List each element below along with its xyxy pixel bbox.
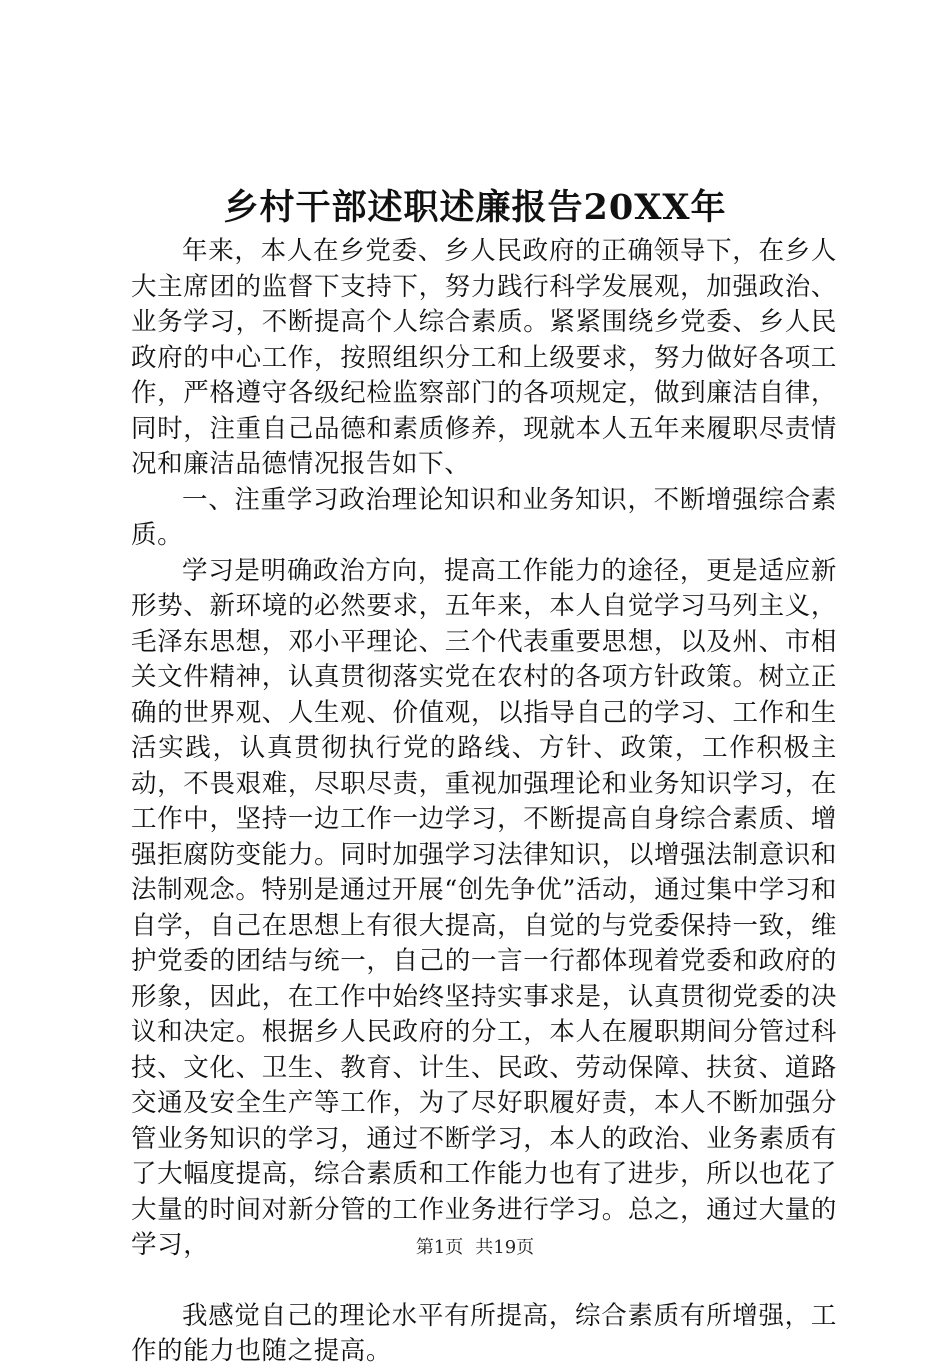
- page-total: 共19页: [475, 1237, 535, 1258]
- section-heading-1: 一、注重学习政治理论知识和业务知识，不断增强综合素质。: [131, 484, 837, 550]
- document-body: [131, 234, 837, 1370]
- conclusion-paragraph: 我感觉自己的理论水平有所提高，综合素质有所增强，工作的能力也随之提高。: [131, 1300, 837, 1366]
- study-paragraph: 学习是明确政治方向，提高工作能力的途径，更是适应新形势、新环境的必然要求，五年来，本人自觉学习马列主义，毛泽东思想，邓小平理论、三个代表重要思想，以及州、市相关文件精神，认真贯彻落实党在农村的各项方针政策。树立正确的世界观、人生观、价值观，以指导自己的学习、工作和生活实践，认真贯彻执行党的路线、方针、政策，工作积极主动，不畏艰难，尽职尽责，重视加强理论和业务知识学习，在工作中，坚持一边工作一边学习，不断提高自身综合素质、增强拒腐防变能力。同时加强学习法律知识，以增强法制意识和法制观念。特别是通过开展“创先争优”活动，通过集中学习和自学，自己在思想上有很大提高，自觉的与党委保持一致，维护党委的团结与统一，自己的一言一行都体现着党委和政府的形象，因此，在工作中始终坚持实事求是，认真贯彻党委的决议和决定。根据乡人民政府的分工，本人在履职期间分管过科技、文化、卫生、教育、计生、民政、劳动保障、扶贫、道路交通及安全生产等工作，为了尽好职履好责，本人不断加强分管业务知识的学习，通过不断学习，本人的政治、业务素质有了大幅度提高，综合素质和工作能力也有了进步，所以也花了大量的时间对新分管的工作业务进行学习。总之，通过大量的学习，: [131, 555, 837, 1260]
- page-footer: [0, 1236, 950, 1260]
- page-number: 第1页: [415, 1237, 464, 1258]
- intro-paragraph: 年来，本人在乡党委、乡人民政府的正确领导下，在乡人大主席团的监督下支持下，努力践行科学发展观，加强政治、业务学习，不断提高个人综合素质。紧紧围绕乡党委、乡人民政府的中心工作，按照组织分工和上级要求，努力做好各项工作，严格遵守各级纪检监察部门的各项规定，做到廉洁自律，同时，注重自己品德和素质修养，现就本人五年来履职尽责情况和廉洁品德情况报告如下、: [131, 236, 837, 479]
- document-title: 乡村干部述职述廉报告20XX年: [223, 187, 727, 228]
